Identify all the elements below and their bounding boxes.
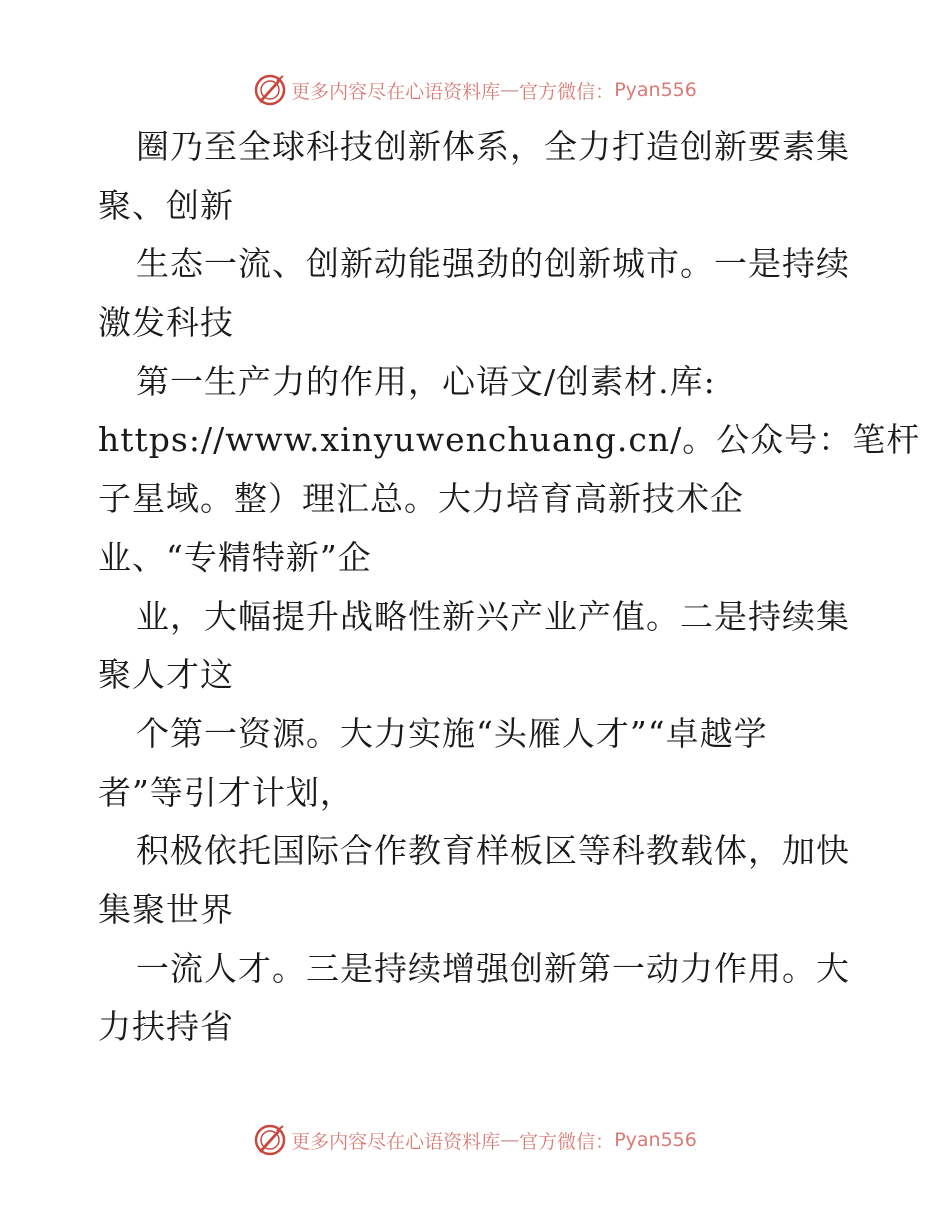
promo-text: 更多内容尽在心语资料库: [291, 1130, 501, 1153]
text-line: 一流人才。三是持续增强创新第一动力作用。大: [136, 948, 850, 988]
text-line: 聚、创新: [98, 185, 234, 225]
promo-text: 更多内容尽在心语资料库: [291, 80, 501, 103]
text-line: 个第一资源。大力实施“头雁人才”“卓越学: [136, 713, 768, 753]
footer-banner: [0, 1120, 950, 1160]
text-line: 业、“专精特新”企: [98, 537, 372, 577]
wechat-id: Pyan556: [614, 1129, 697, 1151]
header-banner: [0, 70, 950, 110]
text-line: 激发科技: [98, 303, 234, 343]
quill-pen-emblem-icon: [253, 73, 287, 107]
text-line: 子星域。整）理汇总。大力培育高新技术企: [98, 479, 744, 519]
wechat-label: 官方微信：: [519, 1130, 615, 1153]
quill-pen-emblem-icon: [253, 1123, 287, 1157]
wechat-id: Pyan556: [614, 79, 697, 101]
text-line: 聚人才这: [98, 655, 234, 695]
document-body: [98, 118, 921, 1057]
text-line: 生态一流、创新动能强劲的创新城市。一是持续: [136, 244, 850, 284]
text-line: 圈乃至全球科技创新体系，全力打造创新要素集: [136, 127, 850, 166]
text-line: 者”等引才计划，: [98, 772, 354, 812]
text-line-url: https://www.xinyuwenchuang.cn/。公众号：笔杆: [98, 420, 921, 460]
banner-separator: —: [500, 1129, 520, 1151]
text-line: 集聚世界: [98, 889, 234, 929]
wechat-label: 官方微信：: [519, 80, 615, 103]
banner-separator: —: [500, 79, 520, 101]
text-line: 业，大幅提升战略性新兴产业产值。二是持续集: [136, 596, 850, 636]
text-line: 力扶持省: [98, 1007, 234, 1047]
text-line: 积极依托国际合作教育样板区等科教载体，加快: [136, 831, 850, 871]
text-line: 第一生产力的作用，心语文/创素材.库:: [136, 361, 716, 401]
